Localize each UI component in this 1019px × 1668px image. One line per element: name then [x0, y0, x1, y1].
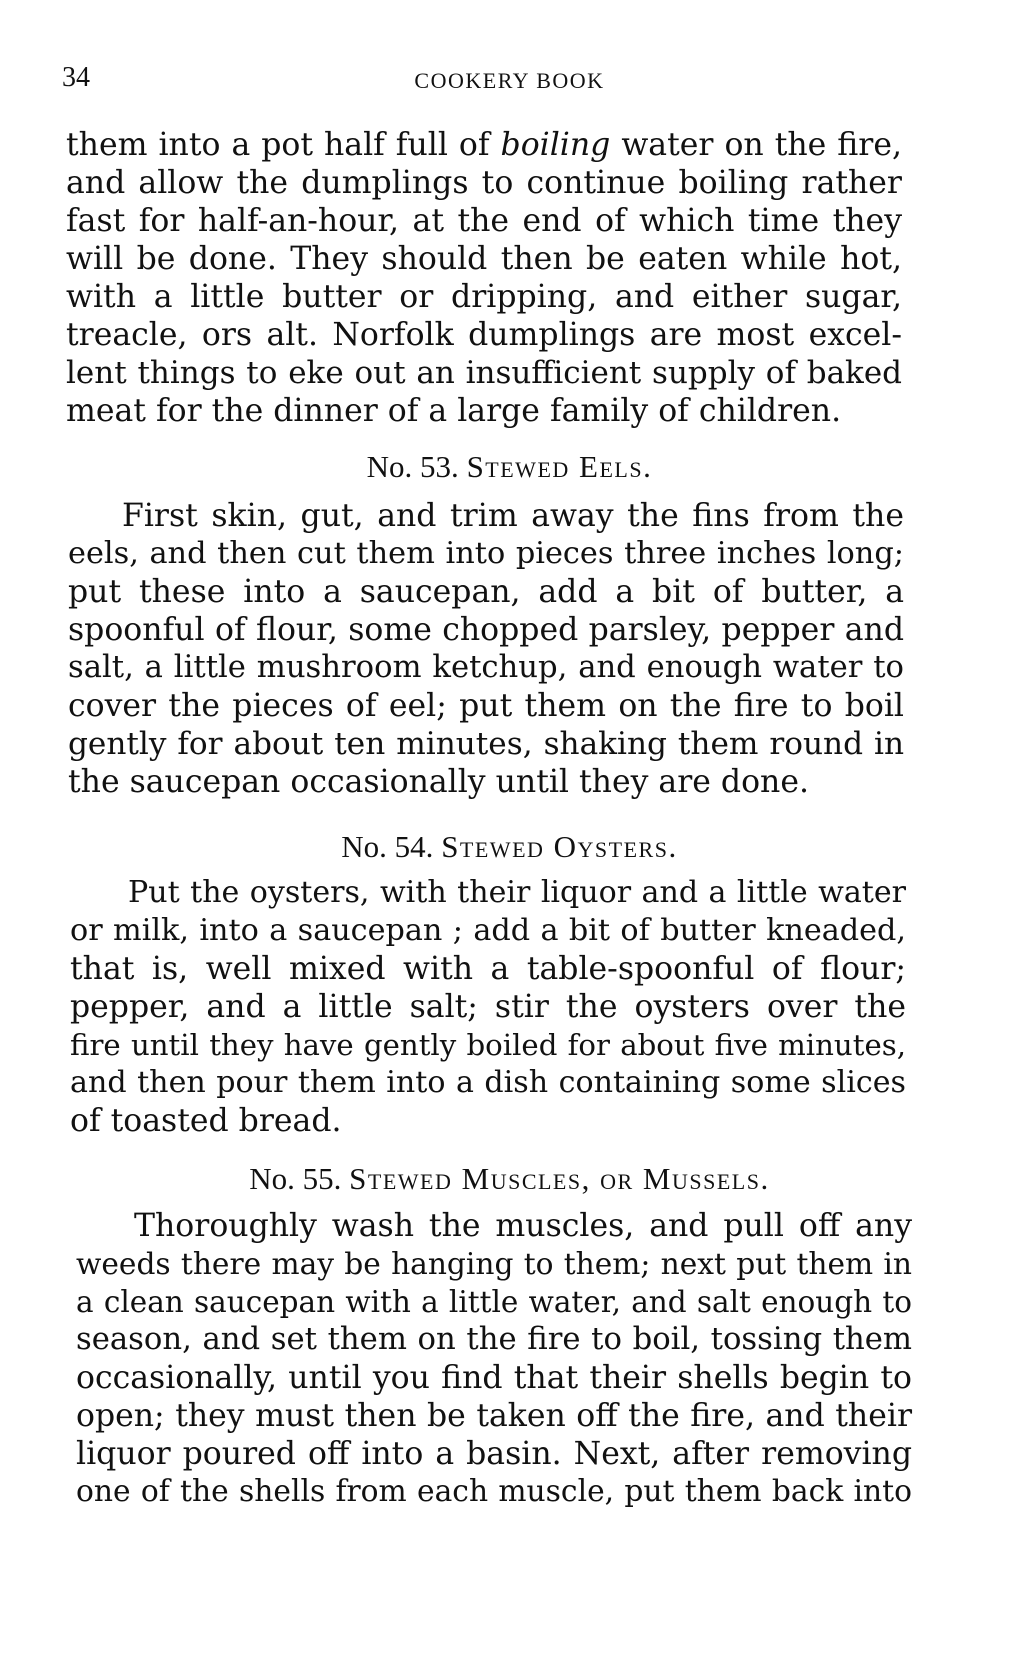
text-line: a clean saucepan with a little water, and salt enough to	[76, 1285, 912, 1319]
text-line: occasionally, until you find that their shells begin to	[76, 1360, 912, 1396]
text-line: fast for half-an-hour, at the end of which time they	[66, 203, 902, 239]
text-line: Put the oysters, with their liquor and a little water	[128, 875, 906, 910]
text-line: and then pour them into a dish containing some slices	[70, 1065, 906, 1100]
recipe-title: Stewed Muscles, or Mussels.	[349, 1161, 770, 1196]
text-line: the saucepan occasionally until they are done.	[68, 764, 809, 800]
recipe-heading-54	[0, 828, 1019, 866]
text-line: meat for the dinner of a large family of children.	[66, 393, 842, 429]
text-line: of toasted bread.	[70, 1103, 342, 1139]
text-line: them into a pot half full of boiling water on the fire,	[66, 127, 903, 163]
recipe-title: Stewed Eels.	[466, 449, 653, 484]
recipe-heading-53	[0, 448, 1019, 486]
text-line: gently for about ten minutes, shaking them round in	[68, 726, 904, 762]
recipe-body-54	[70, 874, 906, 1140]
text-line: with a little butter or dripping, and either sugar,	[66, 279, 902, 315]
recipe-body-55	[76, 1207, 912, 1511]
text-line: pepper, and a little salt; stir the oysters over the	[70, 989, 906, 1025]
emphasis-text: boiling	[500, 127, 611, 163]
text-line: weeds there may be hanging to them; next put them in	[76, 1246, 912, 1281]
recipe-number: No. 55.	[249, 1161, 342, 1196]
text-line: that is, well mixed with a table-spoonful of flour;	[70, 951, 906, 987]
text-line: liquor poured off into a basin. Next, after removing	[76, 1436, 912, 1472]
text-line: season, and set them on the fire to boil, tossing them	[76, 1322, 912, 1357]
text-line: treacle, ors alt. Norfolk dumplings are most excel-	[66, 317, 902, 353]
text-line: First skin, gut, and trim away the fins from the	[122, 498, 904, 534]
recipe-number: No. 54.	[341, 829, 434, 864]
text-line: Thoroughly wash the muscles, and pull off any	[134, 1208, 912, 1244]
text-line: cover the pieces of eel; put them on the fire to boil	[68, 688, 904, 724]
running-head	[0, 62, 1019, 102]
text-line: spoonful of flour, some chopped parsley, pepper and	[68, 612, 904, 648]
recipe-title: Stewed Oysters.	[441, 829, 678, 864]
running-title: COOKERY BOOK	[414, 68, 605, 93]
recipe-body-53	[68, 497, 904, 801]
text-line: one of the shells from each muscle, put them back into	[76, 1474, 912, 1509]
text-line: and allow the dumplings to continue boiling rather	[66, 165, 902, 201]
text-line: lent things to eke out an insufficient supply of baked	[66, 355, 902, 391]
text-line: open; they must then be taken off the fire, and their	[76, 1398, 912, 1434]
text-line: eels, and then cut them into pieces three inches long;	[68, 536, 904, 571]
text-line: fire until they have gently boiled for about five minutes,	[70, 1028, 906, 1062]
text-line: salt, a little mushroom ketchup, and enough water to	[68, 650, 904, 685]
recipe-number: No. 53.	[366, 449, 459, 484]
page-number: 34	[62, 62, 90, 93]
text-line: will be done. They should then be eaten while hot,	[66, 241, 902, 277]
continuation-paragraph	[66, 126, 902, 430]
text-line: or milk, into a saucepan ; add a bit of butter kneaded,	[70, 913, 906, 948]
recipe-heading-55	[0, 1160, 1019, 1198]
text-line: put these into a saucepan, add a bit of butter, a	[68, 574, 904, 610]
